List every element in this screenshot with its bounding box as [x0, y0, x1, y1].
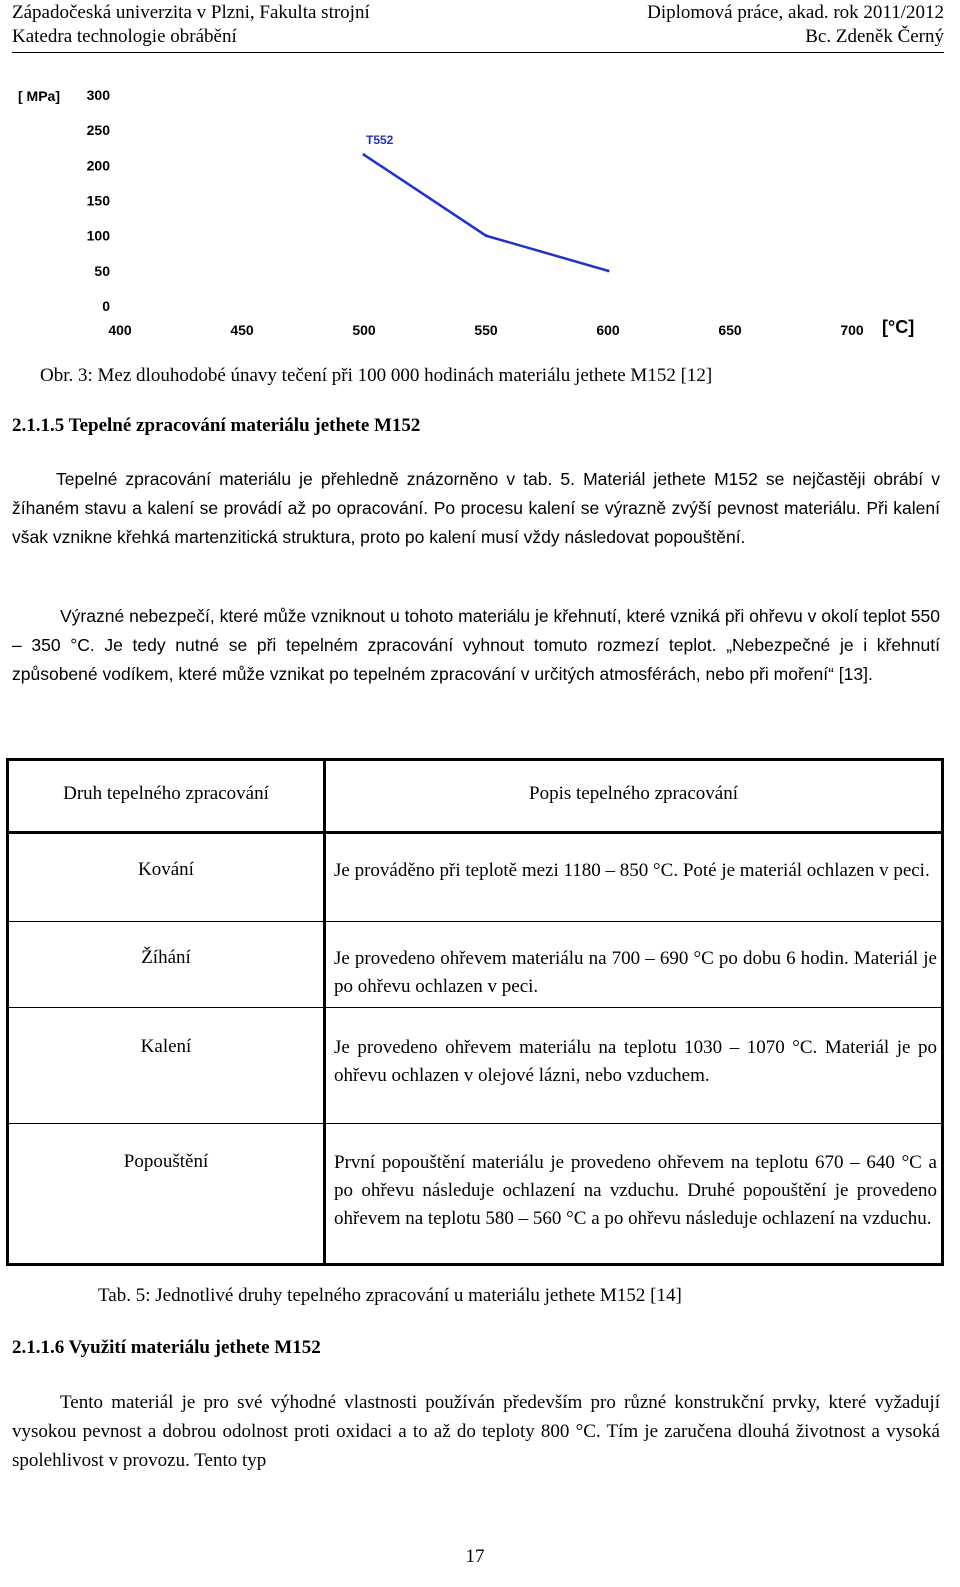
table-row-separator [9, 1007, 941, 1008]
table-row-desc-hardening: Je provedeno ohřevem materiálu na teplotu 1030 – 1070 °C. Materiál je po ohřevu ochlazen v olejové lázni, nebo vzduchem. [334, 1037, 937, 1086]
x-tick-label: 650 [718, 322, 742, 338]
table-row-separator [9, 1123, 941, 1124]
table-header-description: Popis tepelného zpracování [529, 783, 738, 804]
fatigue-limit-chart [10, 84, 950, 346]
x-tick-label: 700 [840, 322, 864, 338]
y-tick-label: 50 [94, 262, 110, 279]
header-rule [12, 52, 944, 53]
x-tick-label: 400 [108, 322, 132, 338]
table-row-desc-tempering: První popouštění materiálu je provedeno ohřevem na teplotu 670 – 640 °C a po ohřevu následuje ochlazení na vzduchu. Druhé popouštění je provedeno ohřevem na teplotu 580 – 560 °C a po ohřevu následuje ochlazení na vzduchu. [334, 1152, 937, 1229]
data-point [607, 269, 610, 272]
x-axis-label: [°C] [882, 317, 915, 337]
heat-treatment-table [6, 758, 944, 1266]
y-tick-label: 0 [102, 298, 110, 314]
data-point [363, 153, 366, 156]
y-tick-label: 200 [86, 157, 110, 174]
table-row-name-annealing: Žíhání [141, 947, 191, 968]
table-row-name-hardening: Kalení [140, 1036, 192, 1057]
series-label: T552 [366, 132, 394, 147]
figure-caption: Obr. 3: Mez dlouhodobé únavy tečení při 100 000 hodinách materiálu jethete M152 [12] [40, 365, 713, 386]
section-heading-2-1-1-6: 2.1.1.6 Využití materiálu jethete M152 [12, 1337, 321, 1358]
y-tick-label: 150 [86, 192, 110, 209]
y-tick-label: 300 [86, 87, 110, 103]
x-tick-label: 550 [474, 322, 498, 338]
header-author: Bc. Zdeněk Černý [805, 26, 944, 47]
y-axis-label: [ MPa] [18, 88, 60, 104]
header-thesis: Diplomová práce, akad. rok 2011/2012 [647, 2, 944, 23]
y-tick-label: 250 [86, 122, 110, 139]
x-tick-label: 500 [352, 322, 376, 338]
table-caption: Tab. 5: Jednotlivé druhy tepelného zpracování u materiálu jethete M152 [14] [98, 1285, 682, 1306]
paragraph-usage: Tento materiál je pro své výhodné vlastnosti používán především pro různé konstrukční prvky, které vyžadují vysokou pevnost a dobrou odolnost proti oxidaci a to až do teploty 800 °C. Tím je zaručena dlouhá životnost a vysoká spolehlivost v provozu. Tento typ [12, 1392, 940, 1471]
x-tick-label: 600 [596, 322, 620, 338]
series-line-t552 [364, 155, 608, 271]
table-header-type: Druh tepelného zpracování [63, 783, 269, 804]
x-tick-label: 450 [230, 322, 254, 338]
y-tick-labels [87, 87, 111, 314]
header-department: Katedra technologie obrábění [12, 26, 237, 47]
section-heading-2-1-1-5: 2.1.1.5 Tepelné zpracování materiálu jethete M152 [12, 415, 421, 436]
x-tick-labels [108, 322, 864, 338]
table-column-divider [323, 761, 326, 1263]
table-row-separator [9, 921, 941, 922]
table-row-desc-forging: Je prováděno při teplotě mezi 1180 – 850 °C. Poté je materiál ochlazen v peci. [334, 860, 930, 881]
paragraph-heat-treatment: Tepelné zpracování materiálu je přehledně znázorněno v tab. 5. Materiál jethete M152 se nejčastěji obrábí v žíhaném stavu a kalení se provádí až po opracování. Po procesu kalení se výrazně zvýší pevnost materiálu. Při kalení však vznikne křehká martenzitická struktura, proto po kalení musí vždy následovat popouštění. [12, 469, 940, 547]
series-layer [363, 133, 610, 273]
page-number: 17 [465, 1546, 485, 1567]
header-university: Západočeská univerzita v Plzni, Fakulta strojní [12, 2, 370, 23]
table-row-desc-annealing: Je provedeno ohřevem materiálu na 700 – 690 °C po dobu 6 hodin. Materiál je po ohřevu ochlazen v peci. [334, 948, 937, 997]
paragraph-embrittlement: Výrazné nebezpečí, které může vzniknout u tohoto materiálu je křehnutí, které vzniká při ohřevu v okolí teplot 550 – 350 °C. Je tedy nutné se při tepelném zpracování vyhnout tomuto rozmezí teplot. „Nebezpečné je i křehnutí způsobené vodíkem, které může vznikat po tepelném zpracování v určitých atmosférách, nebo při moření“ [13]. [12, 606, 940, 684]
y-tick-label: 100 [86, 227, 110, 244]
table-row-name-tempering: Popouštění [123, 1151, 209, 1172]
table-row-name-forging: Kování [138, 859, 194, 880]
data-point [485, 234, 488, 237]
